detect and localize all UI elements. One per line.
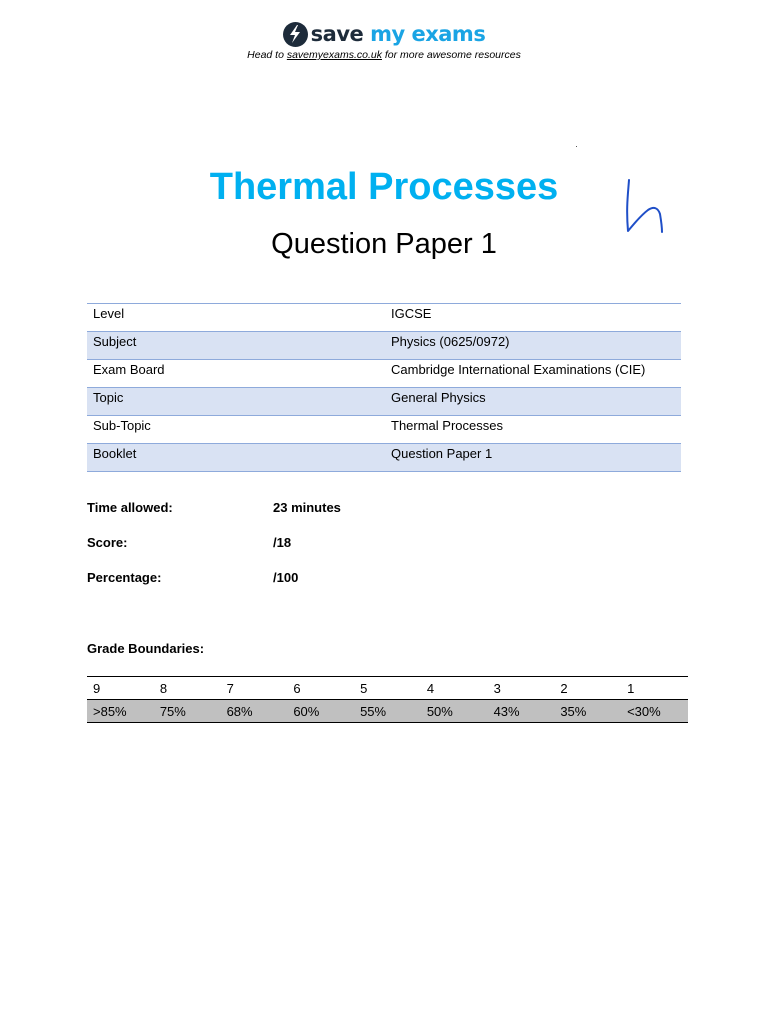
info-value: Cambridge International Examinations (CIE) (385, 360, 681, 388)
percentage-cell: <30% (621, 700, 688, 723)
percentage-cell: 68% (221, 700, 288, 723)
time-allowed-label: Time allowed: (87, 500, 173, 515)
grade-cell: 3 (488, 677, 555, 700)
info-label: Topic (87, 388, 385, 416)
info-value: Physics (0625/0972) (385, 332, 681, 360)
page-subtitle: Question Paper 1 (271, 228, 497, 260)
info-value: General Physics (385, 388, 681, 416)
info-row-booklet (87, 444, 681, 472)
stray-mark (576, 146, 577, 147)
percentage-value: /100 (273, 570, 299, 585)
percentage-boundary-row (87, 700, 688, 723)
logo-text (311, 20, 486, 48)
score-label: Score: (87, 535, 128, 550)
grade-cell: 4 (421, 677, 488, 700)
tagline-suffix: for more awesome resources (381, 49, 521, 61)
percentage-cell: 35% (554, 700, 621, 723)
percentage-cell: 50% (421, 700, 488, 723)
logo-text-save: save (310, 22, 364, 46)
percentage-label: Percentage: (87, 570, 162, 585)
info-value: IGCSE (385, 304, 681, 332)
grade-cell: 6 (287, 677, 354, 700)
grade-cell: 1 (621, 677, 688, 700)
grade-boundaries-title: Grade Boundaries: (87, 641, 205, 656)
tagline (0, 49, 768, 61)
info-table (87, 303, 681, 472)
percentage-cell: 75% (154, 700, 221, 723)
info-row-subject (87, 332, 681, 360)
lightning-bolt-icon (283, 22, 308, 47)
info-row-topic (87, 388, 681, 416)
percentage-cell: 55% (354, 700, 421, 723)
info-value: Question Paper 1 (385, 444, 681, 472)
score-value: /18 (273, 535, 292, 550)
page-title: Thermal Processes (209, 166, 559, 208)
grade-cell: 2 (554, 677, 621, 700)
logo (0, 20, 768, 48)
percentage-cell: >85% (87, 700, 154, 723)
grade-row (87, 677, 688, 700)
percentage-cell: 43% (488, 700, 555, 723)
grade-cell: 7 (221, 677, 288, 700)
info-label: Subject (87, 332, 385, 360)
grade-cell: 8 (154, 677, 221, 700)
time-allowed-value: 23 minutes (273, 500, 341, 515)
tagline-link[interactable]: savemyexams.co.uk (286, 49, 382, 61)
grade-cell: 5 (354, 677, 421, 700)
info-label: Exam Board (87, 360, 385, 388)
grade-boundaries-table (87, 676, 688, 723)
info-label: Sub-Topic (87, 416, 385, 444)
info-row-exam-board (87, 360, 681, 388)
info-row-level (87, 304, 681, 332)
logo-text-rest: my exams (363, 22, 486, 46)
tagline-prefix: Head to (247, 49, 287, 61)
info-label: Level (87, 304, 385, 332)
percentage-cell: 60% (287, 700, 354, 723)
info-value: Thermal Processes (385, 416, 681, 444)
info-row-sub-topic (87, 416, 681, 444)
info-label: Booklet (87, 444, 385, 472)
grade-cell: 9 (87, 677, 154, 700)
